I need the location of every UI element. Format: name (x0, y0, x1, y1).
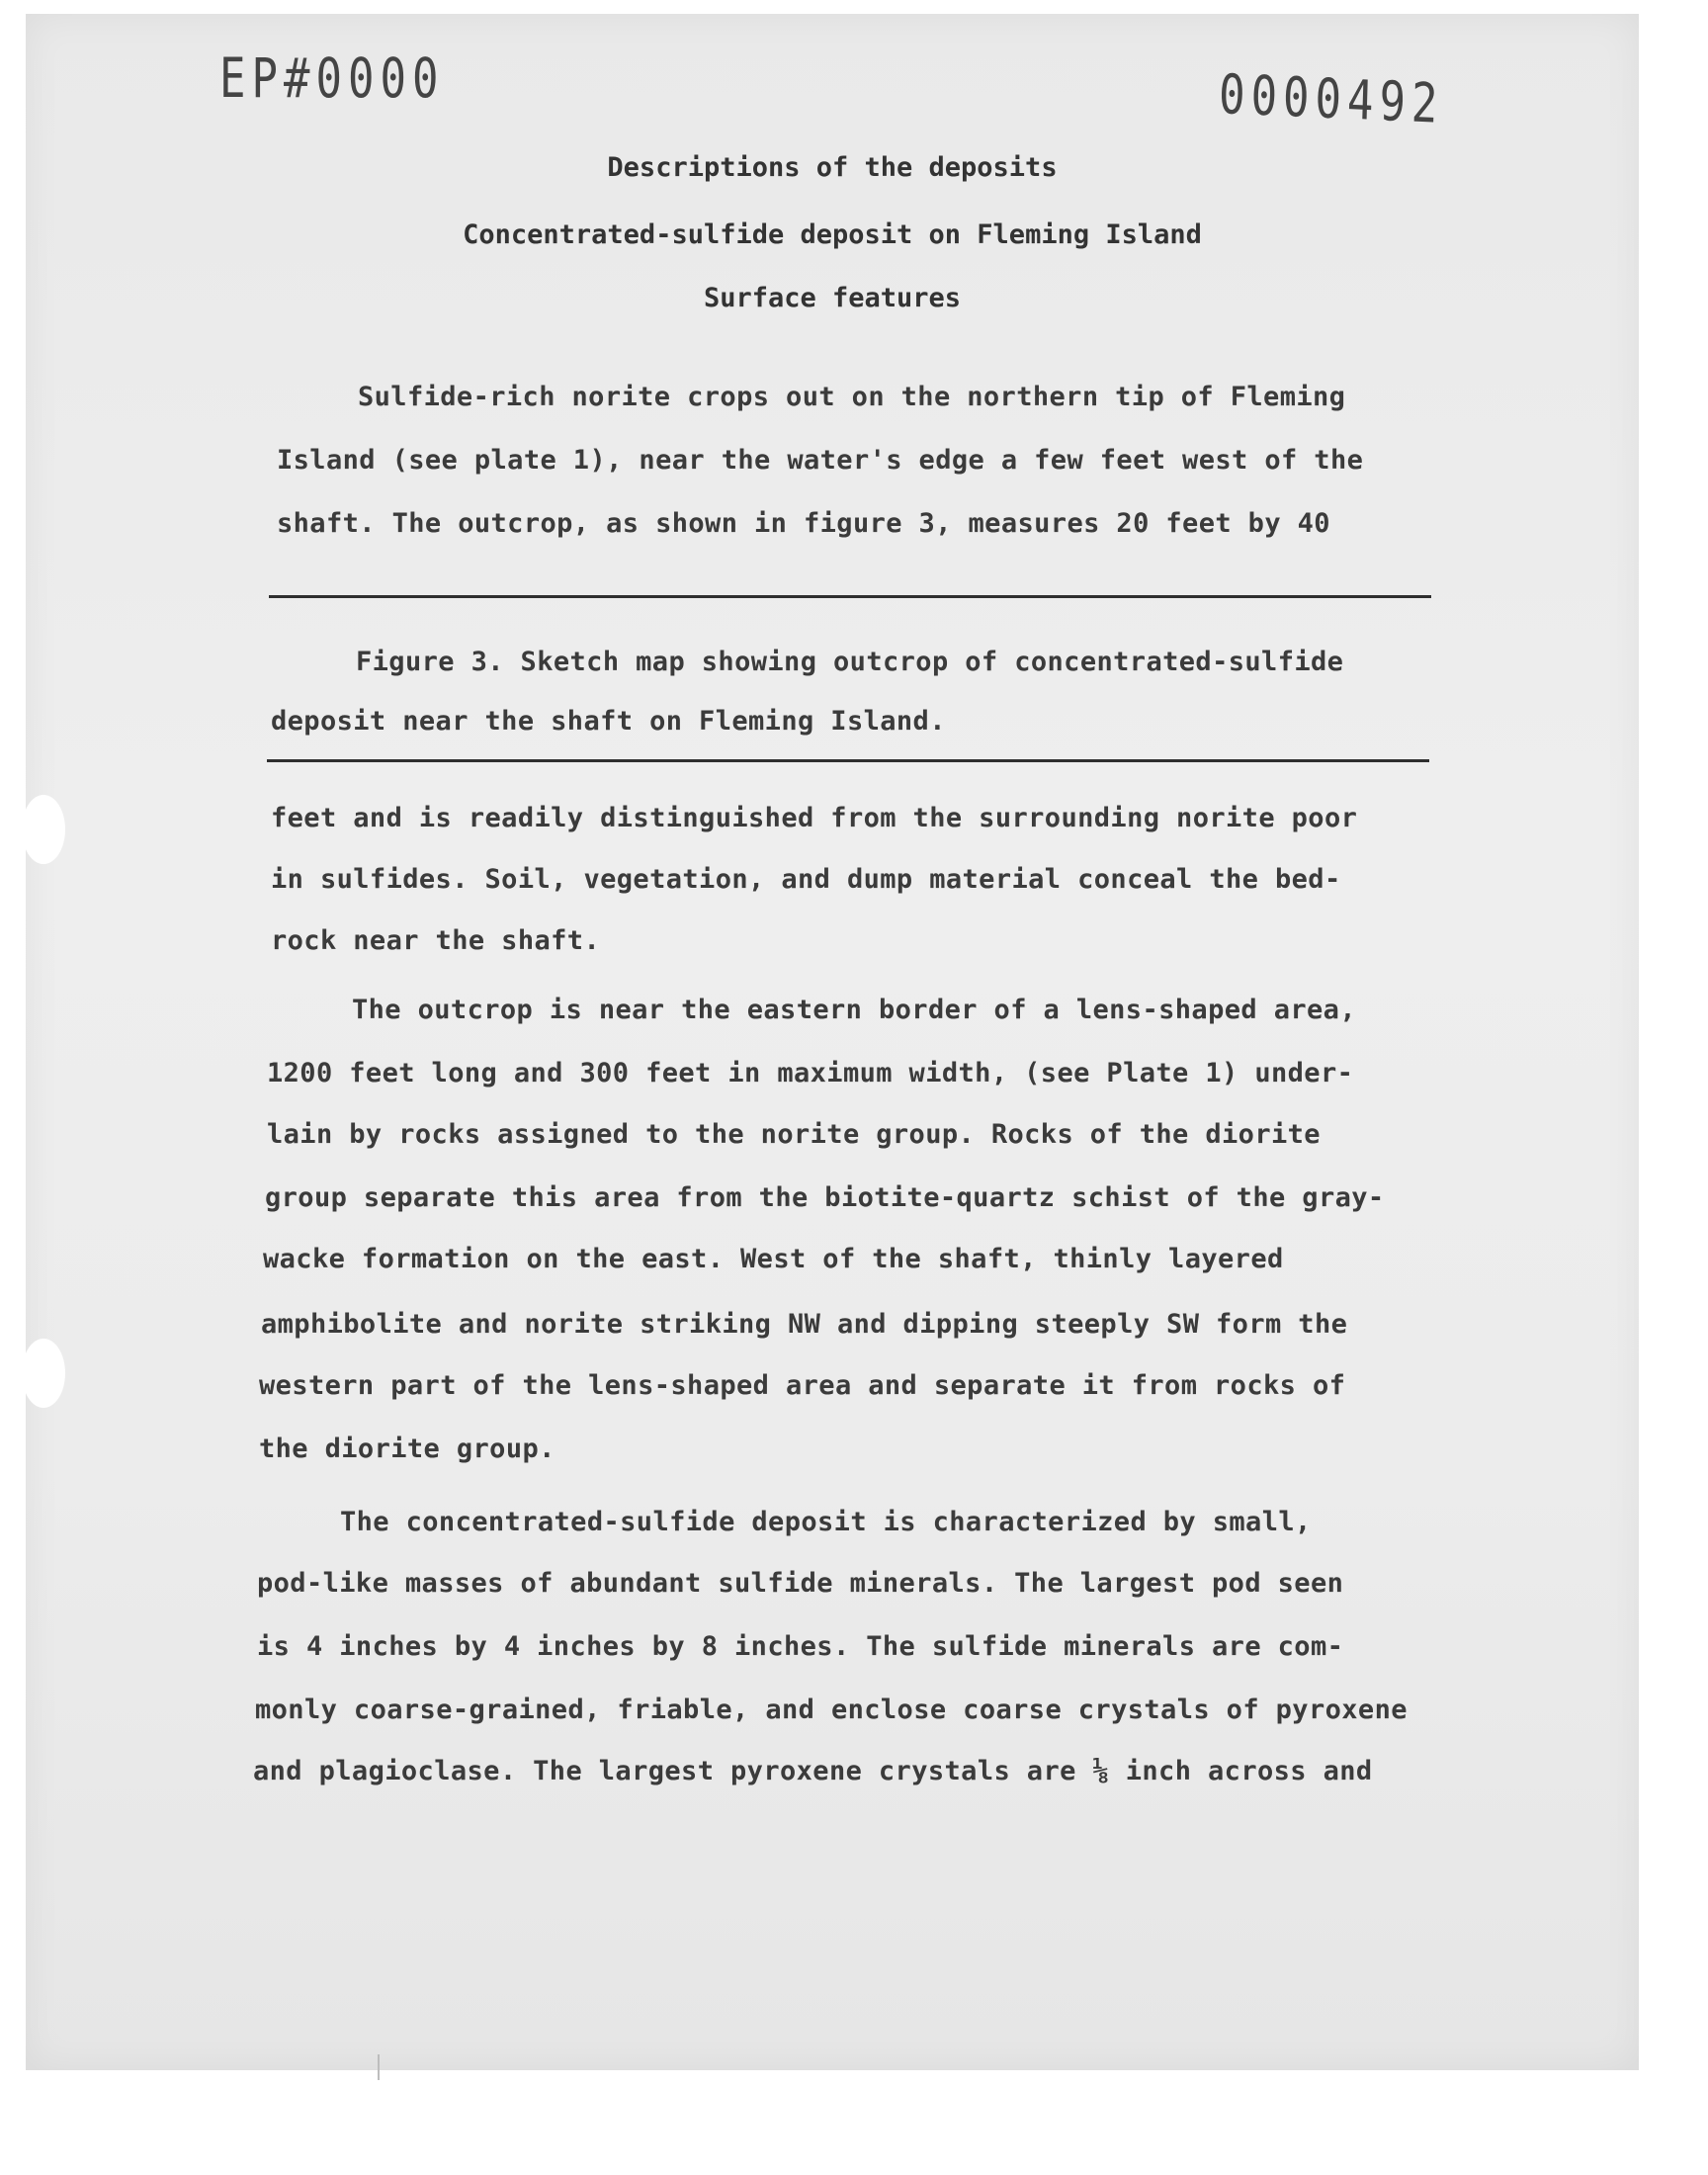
scan-border-bottom (0, 2070, 1708, 2175)
punch-hole (22, 795, 65, 864)
scan-artifact (378, 2054, 380, 2080)
text-line: rock near the shaft. (271, 925, 601, 956)
text-line: The concentrated-sulfide deposit is characterized by small, (340, 1507, 1312, 1537)
sub-subsection-heading: Surface features (703, 283, 962, 313)
text-line: 1200 feet long and 300 feet in maximum width, (see Plate 1) under- (267, 1058, 1354, 1088)
section-heading: Descriptions of the deposits (607, 152, 1058, 183)
text-line: pod-like masses of abundant sulfide minerals. The largest pod seen (257, 1568, 1344, 1599)
caption-rule-bottom (267, 759, 1429, 762)
text-line: amphibolite and norite striking NW and dipping steeply SW form the (261, 1309, 1348, 1340)
caption-rule-top (269, 595, 1431, 598)
figure-caption-line: deposit near the shaft on Fleming Island. (271, 706, 946, 737)
subsection-heading: Concentrated-sulfide deposit on Fleming Island (463, 219, 1202, 250)
punch-hole (22, 1339, 65, 1408)
document-stamp-left: EP#0000 (219, 47, 445, 111)
text-line: lain by rocks assigned to the norite group. Rocks of the diorite (267, 1119, 1321, 1150)
paper-sheet (26, 14, 1639, 2070)
text-line: feet and is readily distinguished from the surrounding norite poor (271, 803, 1358, 833)
figure-caption-line: Figure 3. Sketch map showing outcrop of concentrated-sulfide (356, 647, 1344, 677)
text-line: the diorite group. (259, 1434, 555, 1464)
page-number-stamp: 0000492 (1218, 63, 1445, 136)
text-line: shaft. The outcrop, as shown in figure 3, measures 20 feet by 40 (277, 508, 1330, 539)
text-line: The outcrop is near the eastern border of a lens-shaped area, (352, 995, 1356, 1025)
text-line: and plagioclase. The largest pyroxene crystals are ⅛ inch across and (253, 1756, 1373, 1786)
text-line: western part of the lens-shaped area and separate it from rocks of (259, 1370, 1346, 1401)
text-line: Island (see plate 1), near the water's edge a few feet west of the (277, 445, 1364, 476)
text-line: in sulfides. Soil, vegetation, and dump material conceal the bed- (271, 864, 1341, 895)
text-line: wacke formation on the east. West of the shaft, thinly layered (263, 1244, 1284, 1274)
text-line: group separate this area from the biotite-quartz schist of the gray- (265, 1182, 1385, 1213)
text-line: is 4 inches by 4 inches by 8 inches. The sulfide minerals are com- (257, 1631, 1344, 1662)
text-line: monly coarse-grained, friable, and enclose coarse crystals of pyroxene (255, 1695, 1408, 1725)
text-line: Sulfide-rich norite crops out on the northern tip of Fleming (358, 382, 1346, 412)
